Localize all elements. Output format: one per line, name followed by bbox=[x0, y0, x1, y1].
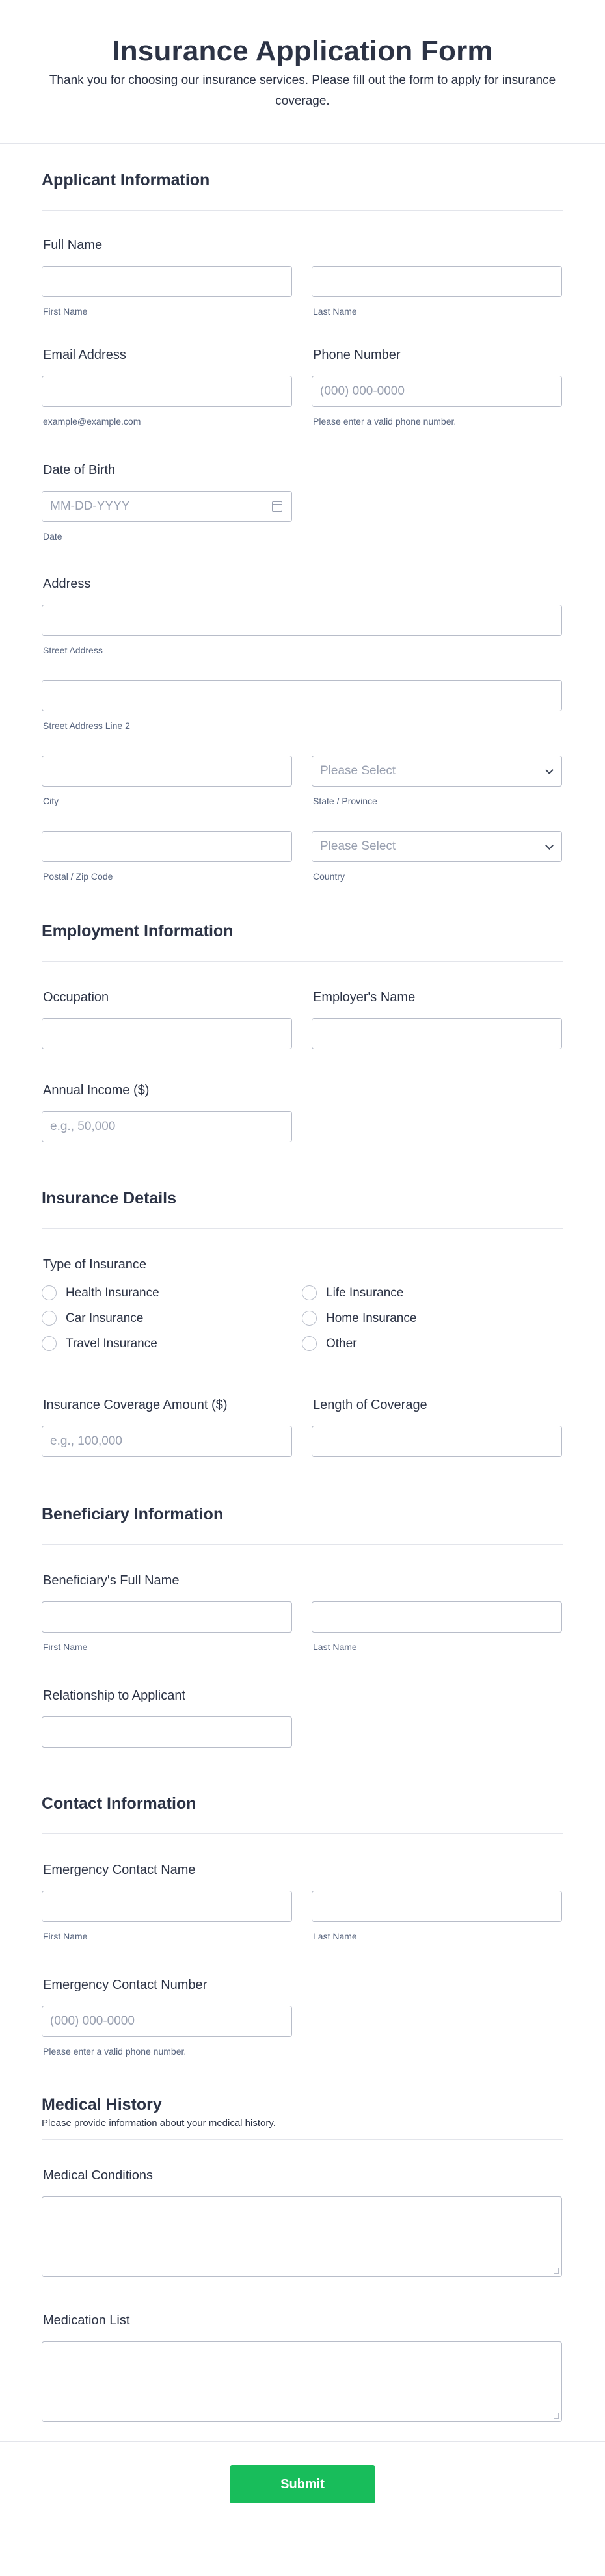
street-address-sublabel: Street Address bbox=[43, 645, 103, 655]
employment-section bbox=[42, 882, 563, 1142]
email-sublabel: example@example.com bbox=[43, 416, 141, 427]
form-header bbox=[0, 0, 605, 144]
form-footer bbox=[0, 2441, 605, 2529]
radio-circle[interactable] bbox=[302, 1336, 317, 1351]
contact-section bbox=[42, 1748, 563, 2057]
contact-section-title: Contact Information bbox=[42, 1793, 563, 1834]
radio-circle[interactable] bbox=[42, 1285, 57, 1300]
form-title: Insurance Application Form bbox=[112, 35, 493, 67]
dob-placeholder: MM-DD-YYYY bbox=[50, 499, 130, 513]
medication-list-label: Medication List bbox=[43, 2313, 130, 2328]
medical-conditions-field bbox=[42, 2140, 563, 2277]
medical-section-title: Medical History bbox=[42, 2096, 162, 2114]
income-label: Annual Income ($) bbox=[43, 1083, 150, 1097]
travel-insurance-label: Travel Insurance bbox=[66, 1336, 157, 1350]
state-sublabel: State / Province bbox=[313, 796, 377, 806]
insurance-section bbox=[42, 1142, 563, 1457]
employment-section-title: Employment Information bbox=[42, 921, 563, 962]
home-insurance-option[interactable] bbox=[302, 1306, 562, 1331]
employer-label: Employer's Name bbox=[313, 990, 416, 1005]
other-insurance-label: Other bbox=[326, 1336, 357, 1350]
phone-label: Phone Number bbox=[313, 348, 401, 362]
chevron-down-icon bbox=[545, 766, 554, 774]
phone-field bbox=[312, 348, 562, 427]
medical-conditions-label: Medical Conditions bbox=[43, 2168, 153, 2183]
medical-section-subtitle: Please provide information about your medical history. bbox=[42, 2118, 563, 2140]
calendar-icon[interactable] bbox=[272, 501, 282, 512]
street-address-line2-input[interactable] bbox=[42, 680, 562, 711]
country-select[interactable] bbox=[312, 831, 562, 862]
insurance-type-field bbox=[42, 1229, 563, 1356]
car-insurance-label: Car Insurance bbox=[66, 1311, 144, 1325]
medical-conditions-textarea[interactable] bbox=[42, 2196, 562, 2277]
last-name-sublabel: Last Name bbox=[313, 306, 357, 317]
relationship-input[interactable] bbox=[42, 1716, 292, 1748]
email-input[interactable] bbox=[42, 376, 292, 407]
income-field bbox=[42, 1049, 563, 1142]
employer-input[interactable] bbox=[312, 1018, 562, 1049]
full-name-label: Full Name bbox=[43, 238, 103, 252]
radio-circle[interactable] bbox=[302, 1285, 317, 1300]
beneficiary-last-name-sublabel: Last Name bbox=[313, 1642, 357, 1652]
beneficiary-section-title: Beneficiary Information bbox=[42, 1504, 563, 1545]
emergency-contact-number-sublabel: Please enter a valid phone number. bbox=[43, 2046, 187, 2057]
full-name-field bbox=[42, 211, 563, 317]
medication-list-field bbox=[42, 2277, 563, 2422]
applicant-section bbox=[42, 144, 563, 882]
coverage-length-input[interactable] bbox=[312, 1426, 562, 1457]
medical-section bbox=[42, 2057, 563, 2422]
state-select-value: Please Select bbox=[320, 764, 396, 778]
radio-circle[interactable] bbox=[42, 1336, 57, 1351]
coverage-amount-input[interactable] bbox=[42, 1426, 292, 1457]
email-label: Email Address bbox=[43, 348, 126, 362]
car-insurance-option[interactable] bbox=[42, 1306, 302, 1331]
address-label: Address bbox=[43, 577, 91, 591]
form-description: Thank you for choosing our insurance services. Please fill out the form to apply for insurance coverage. bbox=[49, 73, 556, 108]
emergency-contact-number-input[interactable] bbox=[42, 2006, 292, 2037]
relationship-field bbox=[42, 1652, 563, 1748]
city-input[interactable] bbox=[42, 756, 292, 787]
coverage-length-label: Length of Coverage bbox=[313, 1398, 427, 1412]
emergency-contact-number-placeholder: (000) 000-0000 bbox=[50, 2014, 135, 2028]
relationship-label: Relationship to Applicant bbox=[43, 1689, 186, 1703]
beneficiary-first-name-input[interactable] bbox=[42, 1601, 292, 1633]
phone-input[interactable] bbox=[312, 376, 562, 407]
beneficiary-name-field bbox=[42, 1545, 563, 1652]
travel-insurance-option[interactable] bbox=[42, 1331, 302, 1356]
dob-label: Date of Birth bbox=[43, 463, 116, 477]
last-name-input[interactable] bbox=[312, 266, 562, 297]
emergency-last-name-input[interactable] bbox=[312, 1891, 562, 1922]
city-sublabel: City bbox=[43, 796, 59, 806]
life-insurance-label: Life Insurance bbox=[326, 1285, 404, 1300]
phone-sublabel: Please enter a valid phone number. bbox=[313, 416, 457, 427]
coverage-amount-label: Insurance Coverage Amount ($) bbox=[43, 1398, 228, 1412]
submit-button[interactable]: Submit bbox=[230, 2465, 375, 2503]
resize-handle-icon[interactable] bbox=[554, 2268, 559, 2274]
insurance-section-title: Insurance Details bbox=[42, 1188, 563, 1229]
applicant-section-title: Applicant Information bbox=[42, 170, 563, 211]
other-insurance-option[interactable] bbox=[302, 1331, 562, 1356]
postal-code-sublabel: Postal / Zip Code bbox=[43, 871, 113, 882]
health-insurance-label: Health Insurance bbox=[66, 1285, 159, 1300]
email-field bbox=[42, 348, 292, 427]
dob-field bbox=[42, 427, 563, 542]
emergency-contact-name-field bbox=[42, 1834, 563, 1941]
home-insurance-label: Home Insurance bbox=[326, 1311, 417, 1325]
dob-sublabel: Date bbox=[43, 531, 62, 542]
emergency-last-name-sublabel: Last Name bbox=[313, 1931, 357, 1941]
country-select-value: Please Select bbox=[320, 839, 396, 853]
radio-circle[interactable] bbox=[42, 1311, 57, 1326]
employer-field bbox=[312, 990, 562, 1049]
occupation-field bbox=[42, 990, 292, 1049]
first-name-sublabel: First Name bbox=[43, 306, 88, 317]
coverage-amount-placeholder: e.g., 100,000 bbox=[50, 1434, 122, 1448]
beneficiary-first-name-sublabel: First Name bbox=[43, 1642, 88, 1652]
emergency-first-name-input[interactable] bbox=[42, 1891, 292, 1922]
beneficiary-section bbox=[42, 1457, 563, 1748]
income-input[interactable] bbox=[42, 1111, 292, 1142]
beneficiary-name-label: Beneficiary's Full Name bbox=[43, 1573, 180, 1588]
medication-list-textarea[interactable] bbox=[42, 2341, 562, 2422]
occupation-input[interactable] bbox=[42, 1018, 292, 1049]
street-address-input[interactable] bbox=[42, 605, 562, 636]
state-select[interactable] bbox=[312, 756, 562, 787]
dob-input[interactable] bbox=[42, 491, 292, 522]
insurance-type-label: Type of Insurance bbox=[43, 1257, 146, 1272]
phone-placeholder: (000) 000-0000 bbox=[320, 384, 405, 398]
chevron-down-icon bbox=[545, 841, 554, 850]
coverage-amount-field bbox=[42, 1398, 292, 1457]
emergency-contact-number-label: Emergency Contact Number bbox=[43, 1978, 208, 1992]
country-sublabel: Country bbox=[313, 871, 345, 882]
life-insurance-option[interactable] bbox=[302, 1280, 562, 1306]
emergency-contact-number-field bbox=[42, 1941, 563, 2057]
emergency-contact-name-label: Emergency Contact Name bbox=[43, 1863, 196, 1877]
occupation-label: Occupation bbox=[43, 990, 109, 1005]
income-placeholder: e.g., 50,000 bbox=[50, 1120, 116, 1133]
street-address-line2-sublabel: Street Address Line 2 bbox=[43, 720, 130, 731]
radio-circle[interactable] bbox=[302, 1311, 317, 1326]
postal-code-input[interactable] bbox=[42, 831, 292, 862]
first-name-input[interactable] bbox=[42, 266, 292, 297]
health-insurance-option[interactable] bbox=[42, 1280, 302, 1306]
emergency-first-name-sublabel: First Name bbox=[43, 1931, 88, 1941]
address-field bbox=[42, 542, 563, 882]
coverage-length-field bbox=[312, 1398, 562, 1457]
resize-handle-icon[interactable] bbox=[554, 2413, 559, 2419]
beneficiary-last-name-input[interactable] bbox=[312, 1601, 562, 1633]
